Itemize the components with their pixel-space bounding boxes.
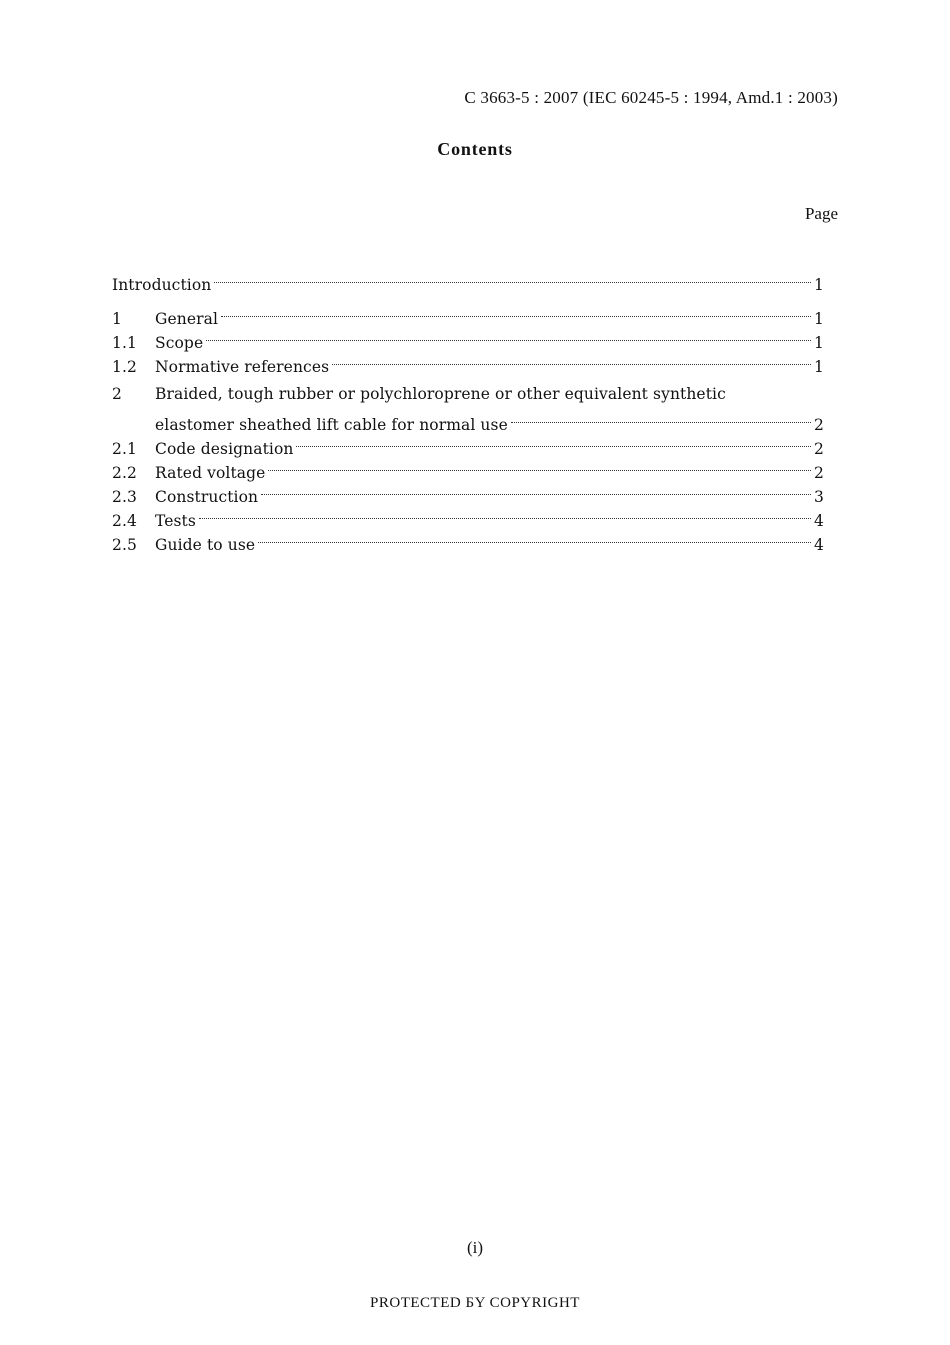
toc-leader-dots: [199, 502, 811, 526]
page-number: (i): [466, 1238, 484, 1257]
toc-entry-title: General: [155, 310, 219, 328]
toc-entry-page: 2: [814, 464, 824, 482]
copyright-notice: PROTECTED БY COPYRIGHT: [370, 1295, 580, 1311]
toc-leader-dots: [332, 348, 811, 372]
toc-entry-number: 2.3: [112, 488, 137, 506]
toc-entry-title: Code designation: [155, 440, 294, 458]
toc-entry-title: Rated voltage: [155, 464, 266, 482]
toc-entry-number: 1: [112, 310, 122, 328]
toc-entry-title: Scope: [155, 334, 204, 352]
document-reference: C 3663-5 : 2007 (IEC 60245-5 : 1994, Amd.1 : 2003): [464, 88, 838, 107]
toc-entry-page: 4: [814, 512, 824, 530]
toc-entry-introduction[interactable]: [112, 266, 824, 294]
toc-entry-number: 2.5: [112, 536, 137, 554]
toc-entry-page: 2: [814, 416, 824, 434]
toc-entry-general[interactable]: [112, 300, 824, 328]
toc-leader-dots: [258, 526, 811, 550]
toc-entry-page: 1: [814, 276, 824, 294]
toc-entry-title: Guide to use: [155, 536, 256, 554]
toc-entry-title-line2: elastomer sheathed lift cable for normal use: [155, 416, 508, 434]
toc-entry-title: Introduction: [112, 276, 212, 294]
toc-entry-page: 3: [814, 488, 824, 506]
toc-leader-dots: [511, 406, 811, 430]
toc-entry-page: 1: [814, 310, 824, 328]
toc-entry-number: 2.4: [112, 512, 137, 530]
toc-entry-normative-references[interactable]: [112, 348, 824, 376]
toc-entry-title: Construction: [155, 488, 259, 506]
toc-entry-guide-to-use[interactable]: [112, 526, 824, 554]
toc-entry-title: Tests: [155, 512, 196, 530]
toc-entry-number: 2.1: [112, 440, 137, 458]
toc-leader-dots: [296, 430, 811, 454]
toc-leader-dots: [268, 454, 811, 478]
toc-leader-dots: [261, 478, 811, 502]
toc-leader-dots: [214, 266, 811, 290]
page-column-label: Page: [804, 204, 838, 223]
toc-entry-first-line: [112, 382, 824, 406]
toc-entry-braided-lift-cable[interactable]: [112, 382, 824, 434]
toc-entry-scope[interactable]: [112, 324, 824, 352]
toc-entry-page: 1: [814, 334, 824, 352]
toc-entry-number: 2: [112, 385, 122, 403]
toc-entry-tests[interactable]: [112, 502, 824, 530]
table-of-contents: [112, 266, 824, 554]
toc-leader-dots: [221, 300, 811, 324]
toc-leader-dots: [206, 324, 811, 348]
toc-entry-number: 1.2: [112, 358, 137, 376]
toc-entry-continuation-line: [112, 406, 824, 434]
toc-entry-page: 2: [814, 440, 824, 458]
toc-entry-title-line1: Braided, tough rubber or polychloroprene or other equivalent synthetic: [155, 385, 726, 403]
toc-entry-title: Normative references: [155, 358, 330, 376]
toc-entry-page: 4: [814, 536, 824, 554]
toc-entry-page: 1: [814, 358, 824, 376]
toc-entry-number: 1.1: [112, 334, 137, 352]
toc-entry-number: 2.2: [112, 464, 137, 482]
contents-title: Contents: [437, 139, 513, 159]
